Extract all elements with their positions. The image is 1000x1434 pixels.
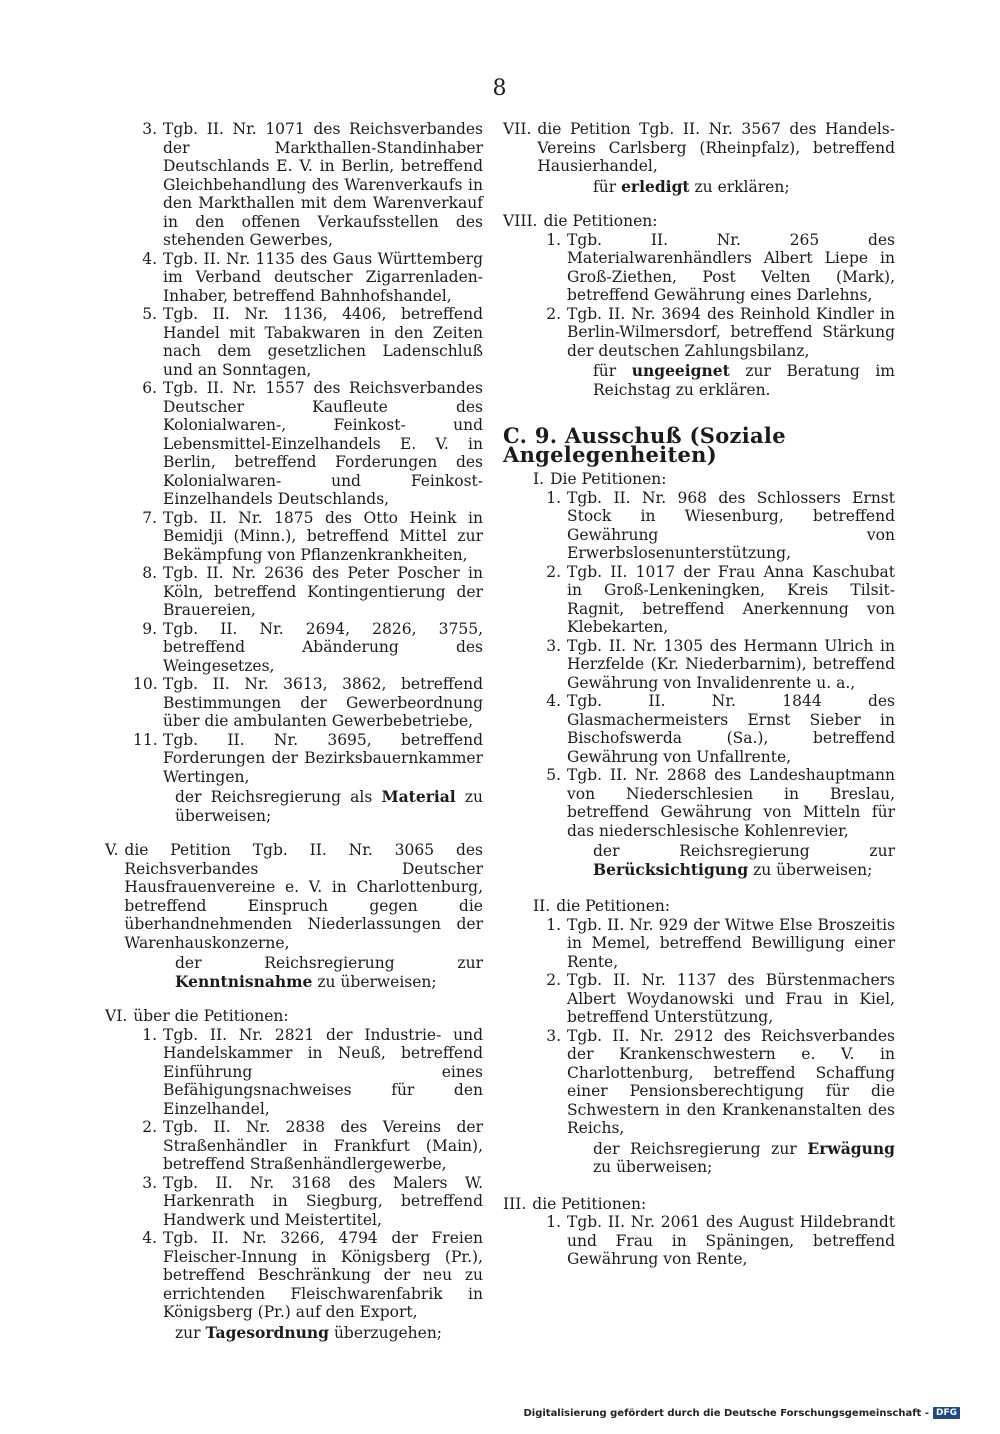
section-ii [533, 897, 895, 916]
decision-beruecksichtigung: der Reichsregierung zur Berücksichtigung zu überweisen; [593, 842, 895, 879]
footer-credit [523, 1407, 960, 1419]
roman-numeral: VI. [105, 1007, 128, 1025]
item-text: Tgb. II. Nr. 1844 des Glasmachermeisters Ernst Sieber in Bischofswerda (Sa.), betreffend Gewährung von Unfallrente, [567, 692, 895, 766]
item-number: 1. [142, 1025, 157, 1044]
left-column [105, 120, 483, 1342]
ii-item-list [503, 916, 895, 1138]
viii-item-list [503, 231, 895, 361]
list-item [537, 563, 895, 637]
decision-ungeeignet: für ungeeignet zur Beratung im Reichstag zu erklären. [593, 361, 895, 399]
vi-item-list [105, 1026, 483, 1322]
list-item [537, 231, 895, 305]
section-i [533, 470, 895, 489]
item-text: Tgb. II. Nr. 265 des Materialwarenhändlers Albert Liepe in Groß-Ziethen, Post Velten (Mark), betreffend Gewährung eines Darlehns, [567, 230, 895, 304]
section-text: die Petition Tgb. II. Nr. 3567 des Handels-Vereins Carlsberg (Rheinpfalz), betreffend Hausierhandel, [537, 120, 895, 175]
list-item [133, 1174, 483, 1230]
item-text: Tgb. II. Nr. 3266, 4794 der Freien Fleischer-Innung in Königsberg (Pr.), betreffend Beschränkung der neu zu errichtenden Fleischwarenfabrik in Königsberg (Pr.) auf den Export, [163, 1229, 483, 1321]
item-number: 3. [546, 1026, 561, 1045]
page-number: 8 [492, 76, 508, 101]
item-number: 7. [142, 508, 157, 527]
list-item [537, 305, 895, 361]
list-item [133, 1118, 483, 1174]
list-item [537, 1213, 895, 1269]
section-text: die Petition Tgb. II. Nr. 3065 des Reichsverbandes Deutscher Hausfrauenvereine e. V. in Charlottenburg, betreffend Einspruch gegen die überhandnehmenden Niederlassungen der Warenhauskonzerne, [124, 841, 483, 952]
section-text: die Petitionen: [532, 1194, 647, 1213]
list-item [133, 250, 483, 306]
i-item-list [503, 489, 895, 841]
list-item [133, 379, 483, 509]
list-item [133, 1229, 483, 1322]
item-number: 5. [546, 766, 561, 784]
right-column [503, 120, 895, 1269]
section-viii [503, 212, 895, 231]
section-text: die Petitionen: [543, 212, 658, 230]
list-item [133, 731, 483, 787]
list-item [133, 675, 483, 731]
item-number: 3. [142, 120, 157, 138]
list-item [133, 305, 483, 379]
roman-numeral: V. [105, 841, 119, 859]
item-text: Tgb. II. Nr. 2694, 2826, 3755, betreffend Abänderung des Weingesetzes, [163, 619, 483, 675]
item-text: Tgb. II. Nr. 2868 des Landeshauptmann von Niederschlesien in Breslau, betreffend Gewährung von Mitteln für das niederschlesische Kohlenrevier, [567, 766, 895, 840]
list-item [133, 509, 483, 565]
item-text: Tgb. II. Nr. 1137 des Bürstenmachers Albert Woydanowski und Frau in Kiel, betreffend Unterstützung, [567, 971, 895, 1026]
decision-tagesordnung: zur Tagesordnung überzugehen; [175, 1322, 443, 1342]
decision-material: der Reichsregierung als Material zu überweisen; [175, 787, 483, 825]
dfg-logo-icon: DFG [933, 1407, 960, 1419]
iii-item-list [503, 1213, 895, 1269]
item-number: 3. [142, 1173, 157, 1192]
item-number: 4. [546, 692, 561, 710]
list-item [133, 120, 483, 250]
list-item [537, 916, 895, 972]
section-text: die Petitionen: [556, 897, 671, 915]
footer-text: Digitalisierung gefördert durch die Deutsche Forschungsgemeinschaft - [523, 1407, 929, 1419]
section-iii [503, 1195, 895, 1214]
roman-numeral: VII. [503, 120, 532, 138]
item-text: Tgb. II. Nr. 3613, 3862, betreffend Bestimmungen der Gewerbeordnung über die ambulanten Gewerbebetriebe, [163, 675, 483, 730]
item-text: Tgb. II. Nr. 1071 des Reichsverbandes der Markthallen-Standinhaber Deutschlands E. V. in Berlin, betreffend Gleichbehandlung des Warenverkaufs in den Markthallen mit dem Warenverkauf in den offenen Verkaufsstellen des stehenden Gewerbes, [163, 120, 483, 249]
section-text: Die Petitionen: [550, 470, 667, 488]
item-text: Tgb. II. Nr. 3694 des Reinhold Kindler in Berlin-Wilmersdorf, betreffend Stärkung der deutschen Zahlungsbilanz, [567, 304, 895, 360]
roman-numeral: I. [533, 470, 545, 488]
section-heading: C. 9. Ausschuß (Soziale Angelegenheiten) [503, 423, 786, 467]
item-text: Tgb. II. Nr. 2912 des Reichsverbandes der Krankenschwestern e. V. in Charlottenburg, betreffend Schaffung einer Pensionsberechtigung für die Schwestern in den Krankenanstalten des Reichs, [567, 1026, 895, 1137]
item-number: 6. [142, 379, 157, 397]
list-item [537, 1027, 895, 1138]
item-text: Tgb. II. Nr. 1557 des Reichsverbandes Deutscher Kaufleute des Kolonialwaren-, Feinkost- und Lebensmittel-Einzelhandels E. V. in Berlin, betreffend Forderungen des Kolonialwaren- und Feinkost-Einzelhandels Deutschlands, [163, 379, 483, 508]
list-item [537, 971, 895, 1027]
item-text: Tgb. II. Nr. 2838 des Vereins der Straßenhändler in Frankfurt (Main), betreffend Straßenhändlergewerbe, [163, 1118, 483, 1173]
item-number: 2. [142, 1118, 157, 1136]
decision-erledigt: für erledigt zu erklären; [593, 176, 790, 196]
list-item [537, 692, 895, 766]
roman-numeral: III. [503, 1194, 527, 1213]
section-vi [105, 1007, 483, 1026]
item-text: Tgb. II. Nr. 1875 des Otto Heink in Bemidji (Minn.), betreffend Mittel zur Bekämpfung von Pflanzenkrankheiten, [163, 508, 483, 564]
item-number: 2. [546, 971, 561, 989]
list-item [133, 564, 483, 620]
item-text: Tgb. II. Nr. 968 des Schlossers Ernst Stock in Wiesenburg, betreffend Gewährung von Erwerbslosenunterstützung, [567, 488, 895, 562]
list-item [537, 766, 895, 840]
item-text: Tgb. II. Nr. 1305 des Hermann Ulrich in Herzfelde (Kr. Niederbarnim), betreffend Gewährung von Invalidenrente u. a., [567, 636, 895, 692]
item-text: Tgb. II. Nr. 929 der Witwe Else Broszeitis in Memel, betreffend Bewilligung einer Rente, [567, 915, 895, 971]
section-v [105, 841, 483, 952]
item-text: Tgb. II. Nr. 1136, 4406, betreffend Handel mit Tabakwaren in den Zeiten nach dem gesetzlichen Ladenschluß und an Sonntagen, [163, 305, 483, 379]
item-number: 4. [142, 1229, 157, 1247]
item-number: 5. [142, 305, 157, 323]
section-vii [503, 120, 895, 176]
item-number: 1. [546, 230, 561, 249]
decision-erwaegung: der Reichsregierung zur Erwägung zu überweisen; [593, 1138, 895, 1176]
item-text: Tgb. II. Nr. 3168 des Malers W. Harkenrath in Siegburg, betreffend Handwerk und Meistertitel, [163, 1173, 483, 1229]
item-text: Tgb. II. 1017 der Frau Anna Kaschubat in Groß-Lenkeningken, Kreis Tilsit-Ragnit, betreffend Anerkennung von Klebekarten, [567, 562, 895, 636]
item-number: 3. [546, 636, 561, 655]
list-item [133, 1026, 483, 1119]
left-item-list [105, 120, 483, 786]
list-item [537, 637, 895, 693]
item-number: 10. [133, 675, 158, 693]
item-number: 8. [142, 564, 157, 582]
roman-numeral: II. [533, 897, 551, 915]
item-text: Tgb. II. Nr. 3695, betreffend Forderungen der Bezirksbauernkammer Wertingen, [163, 730, 483, 786]
list-item [133, 620, 483, 676]
item-number: 2. [546, 304, 561, 323]
roman-numeral: VIII. [503, 212, 538, 230]
item-number: 1. [546, 1213, 561, 1231]
item-text: Tgb. II. Nr. 2636 des Peter Poscher in Köln, betreffend Kontingentierung der Brauereien, [163, 564, 483, 619]
list-item [537, 489, 895, 563]
item-number: 11. [133, 730, 158, 749]
item-text: Tgb. II. Nr. 2061 des August Hildebrandt und Frau in Späningen, betreffend Gewährung von Rente, [567, 1213, 895, 1268]
item-text: Tgb. II. Nr. 2821 der Industrie- und Handelskammer in Neuß, betreffend Einführung eines Befähigungsnachweises für den Einzelhandel, [163, 1025, 483, 1118]
item-text: Tgb. II. Nr. 1135 des Gaus Württemberg im Verband deutscher Zigarrenladen-Inhaber, betreffend Bahnhofshandel, [163, 249, 483, 305]
item-number: 1. [546, 915, 561, 934]
item-number: 9. [142, 619, 157, 638]
section-text: über die Petitionen: [133, 1007, 289, 1025]
decision-kenntnisnahme: der Reichsregierung zur Kenntnisnahme zu überweisen; [175, 954, 483, 991]
item-number: 4. [142, 249, 157, 268]
item-number: 1. [546, 488, 561, 507]
item-number: 2. [546, 562, 561, 581]
